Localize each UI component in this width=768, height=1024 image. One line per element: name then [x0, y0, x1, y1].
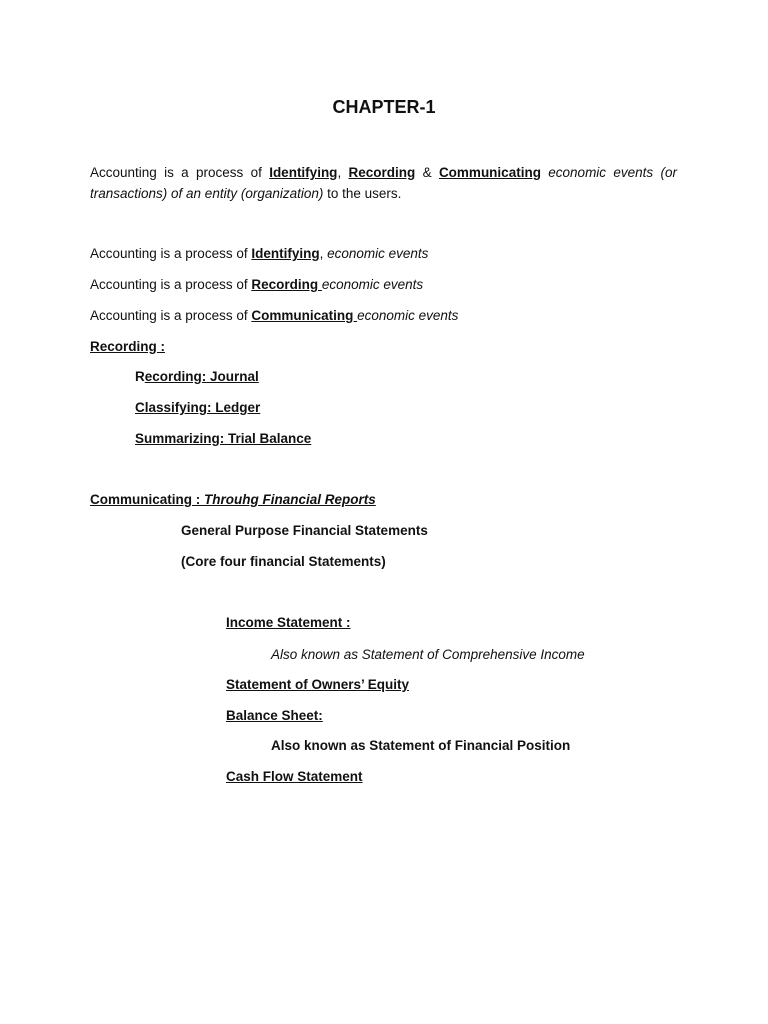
recording-item-journal	[135, 367, 259, 387]
income-statement-heading: Income Statement :	[226, 615, 351, 630]
communicating-heading-text: Communicating :	[90, 492, 204, 507]
process-prefix: Accounting is a process of	[90, 246, 252, 261]
process-suffix-italic: economic events	[357, 308, 459, 323]
intro-communicating: Communicating	[438, 165, 541, 180]
recording-heading: Recording :	[90, 339, 166, 354]
intro-identifying: Identifying	[269, 165, 338, 180]
balance-sheet-aka: Also known as Statement of Financial Position	[271, 738, 571, 753]
process-term: Identifying	[251, 246, 320, 261]
recording-item-ledger: Classifying: Ledger	[135, 400, 261, 415]
process-suffix: ,	[319, 246, 328, 261]
process-line-recording	[90, 275, 423, 295]
process-suffix-italic: economic events	[327, 246, 429, 261]
owners-equity-heading: Statement of Owners’ Equity	[226, 677, 410, 692]
intro-separator: &	[415, 165, 439, 180]
process-prefix: Accounting is a process of	[90, 308, 252, 323]
intro-paragraph	[90, 162, 677, 204]
general-purpose-line: General Purpose Financial Statements	[181, 523, 428, 538]
process-line-identifying	[90, 244, 428, 264]
intro-recording: Recording	[348, 165, 416, 180]
intro-separator: ,	[337, 165, 349, 180]
process-term: Recording	[251, 277, 322, 292]
communicating-heading	[90, 490, 376, 510]
process-suffix-italic: economic events	[321, 277, 424, 292]
intro-text: Accounting is a process of	[90, 165, 270, 180]
core-four-line: (Core four financial Statements)	[181, 554, 386, 569]
process-line-communicating	[90, 306, 458, 326]
process-term: Communicating	[251, 308, 358, 323]
recording-item-initial: R	[135, 369, 145, 384]
intro-tail: to the users.	[323, 186, 402, 201]
cash-flow-heading: Cash Flow Statement	[226, 769, 363, 784]
intro-italic: economic events (or transactions) of an entity (organization)	[90, 165, 677, 201]
chapter-title: CHAPTER-1	[332, 97, 436, 117]
income-statement-aka: Also known as Statement of Comprehensive Income	[271, 647, 585, 662]
communicating-heading-italic: Throuhg Financial Reports	[204, 492, 376, 507]
balance-sheet-heading: Balance Sheet:	[226, 708, 323, 723]
recording-item-text: ecording: Journal	[144, 369, 259, 384]
recording-item-trial-balance: Summarizing: Trial Balance	[135, 431, 312, 446]
process-prefix: Accounting is a process of	[90, 277, 252, 292]
